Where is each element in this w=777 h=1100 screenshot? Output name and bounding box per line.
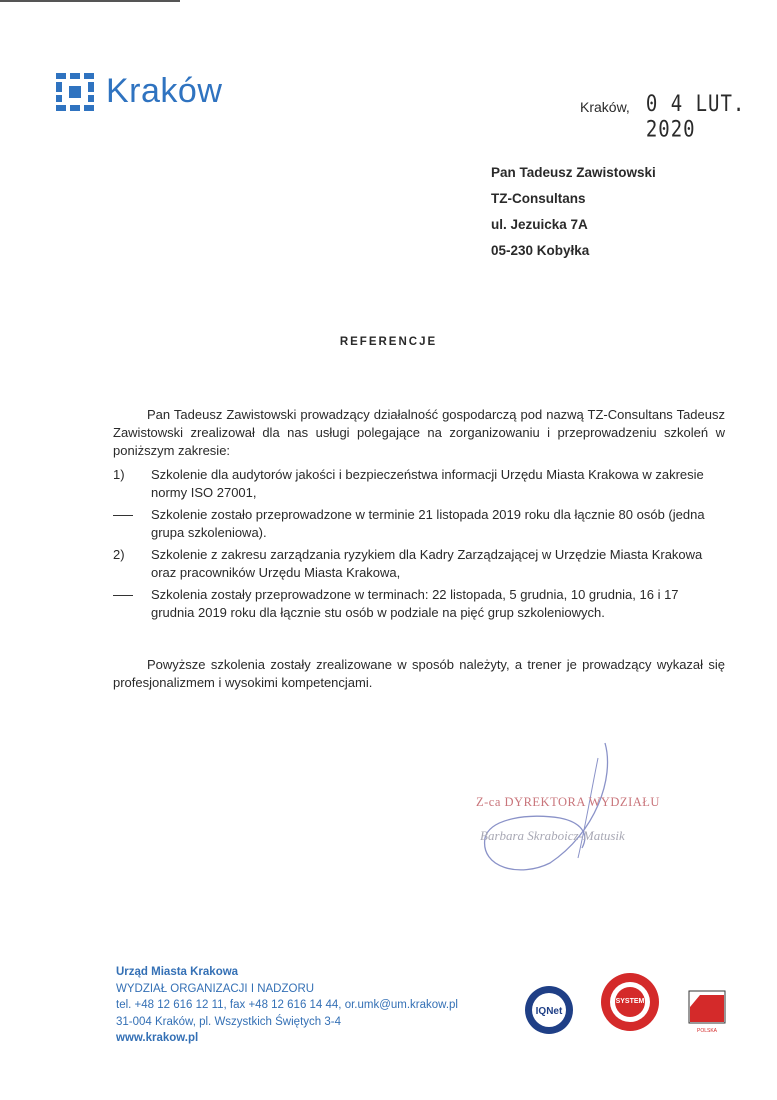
date-place: Kraków, — [580, 99, 630, 115]
svg-text:SYSTEM: SYSTEM — [615, 998, 645, 1005]
list-item-detail-text: Szkolenie zostało przeprowadzone w terminie 21 listopada 2019 roku dla łącznie 80 osób (jedna grupa szkoleniowa). — [151, 507, 705, 540]
list-item-detail — [113, 586, 725, 622]
addressee-company: TZ-Consultans — [491, 191, 586, 206]
dash-marker — [113, 595, 133, 596]
quality-system-seal-icon — [600, 972, 660, 1034]
footer-dept: WYDZIAŁ ORGANIZACJI I NADZORU — [116, 982, 315, 995]
iqnet-certification-icon — [524, 985, 574, 1035]
footer-address: 31-004 Kraków, pl. Wszystkich Świętych 3-4 — [116, 1015, 341, 1028]
signatory-name-stamp: Barbara Skraboicz-Matusik — [480, 828, 625, 843]
list-item — [113, 466, 725, 502]
closing-block — [113, 656, 725, 692]
addressee-block — [491, 160, 656, 264]
list-item-detail-text: Szkolenia zostały przeprowadzone w terminach: 22 listopada, 5 grudnia, 10 grudnia, 16 i 17 grudnia 2019 roku dla łącznie stu osób w podziale na pięć grup szkoleniowych. — [151, 587, 679, 620]
logo-text: Kraków — [106, 72, 223, 110]
list-marker: 1) — [113, 467, 125, 482]
signatory-role-stamp: Z-ca DYREKTORA WYDZIAŁU — [476, 795, 660, 809]
footer-contact — [116, 964, 458, 1047]
krakow-logo — [56, 72, 222, 111]
footer-website: www.krakow.pl — [116, 1032, 199, 1044]
closing-paragraph: Powyższe szkolenia zostały zrealizowane w sposób należyty, a trener je prowadzący wykazał się profesjonalizmem i wysokimi kompetencjami. — [113, 657, 725, 690]
addressee-name: Pan Tadeusz Zawistowski — [491, 165, 656, 180]
svg-text:IQNet: IQNet — [535, 1006, 563, 1017]
intro-paragraph: Pan Tadeusz Zawistowski prowadzący działalność gospodarczą pod nazwą TZ-Consultans Tadeusz Zawistowski zrealizował dla nas usługi polegające na zorganizowaniu i przeprowadzeniu szkoleń w poniższym zakresie: — [113, 407, 725, 458]
date-line — [580, 91, 777, 143]
date-stamp: 0 4 LUT. 2020 — [645, 91, 746, 143]
list-item-text: Szkolenie z zakresu zarządzania ryzykiem dla Kadry Zarządzającej w Urzędzie Miasta Krakowa oraz pracowników Urzędu Miasta Krakowa, — [151, 547, 703, 580]
list-marker: 2) — [113, 547, 125, 562]
document-title: REFERENCJE — [339, 336, 438, 348]
addressee-street: ul. Jezuicka 7A — [491, 217, 588, 232]
list-item — [113, 546, 725, 582]
footer-org: Urząd Miasta Krakowa — [116, 966, 239, 978]
scan-edge-line — [0, 0, 180, 2]
krakow-logo-icon — [56, 73, 94, 111]
dash-marker — [113, 515, 133, 516]
list-item-text: Szkolenie dla audytorów jakości i bezpieczeństwa informacji Urzędu Miasta Krakowa w zakresie normy ISO 27001, — [151, 467, 704, 500]
footer-contact-line: tel. +48 12 616 12 11, fax +48 12 616 14 44, or.umk@um.krakow.pl — [116, 999, 458, 1011]
addressee-city: 05-230 Kobyłka — [491, 243, 590, 258]
svg-text:POLSKA: POLSKA — [696, 1028, 718, 1034]
letter-body — [113, 406, 725, 622]
list-item-detail — [113, 506, 725, 542]
polska-flag-logo-icon — [688, 985, 726, 1035]
